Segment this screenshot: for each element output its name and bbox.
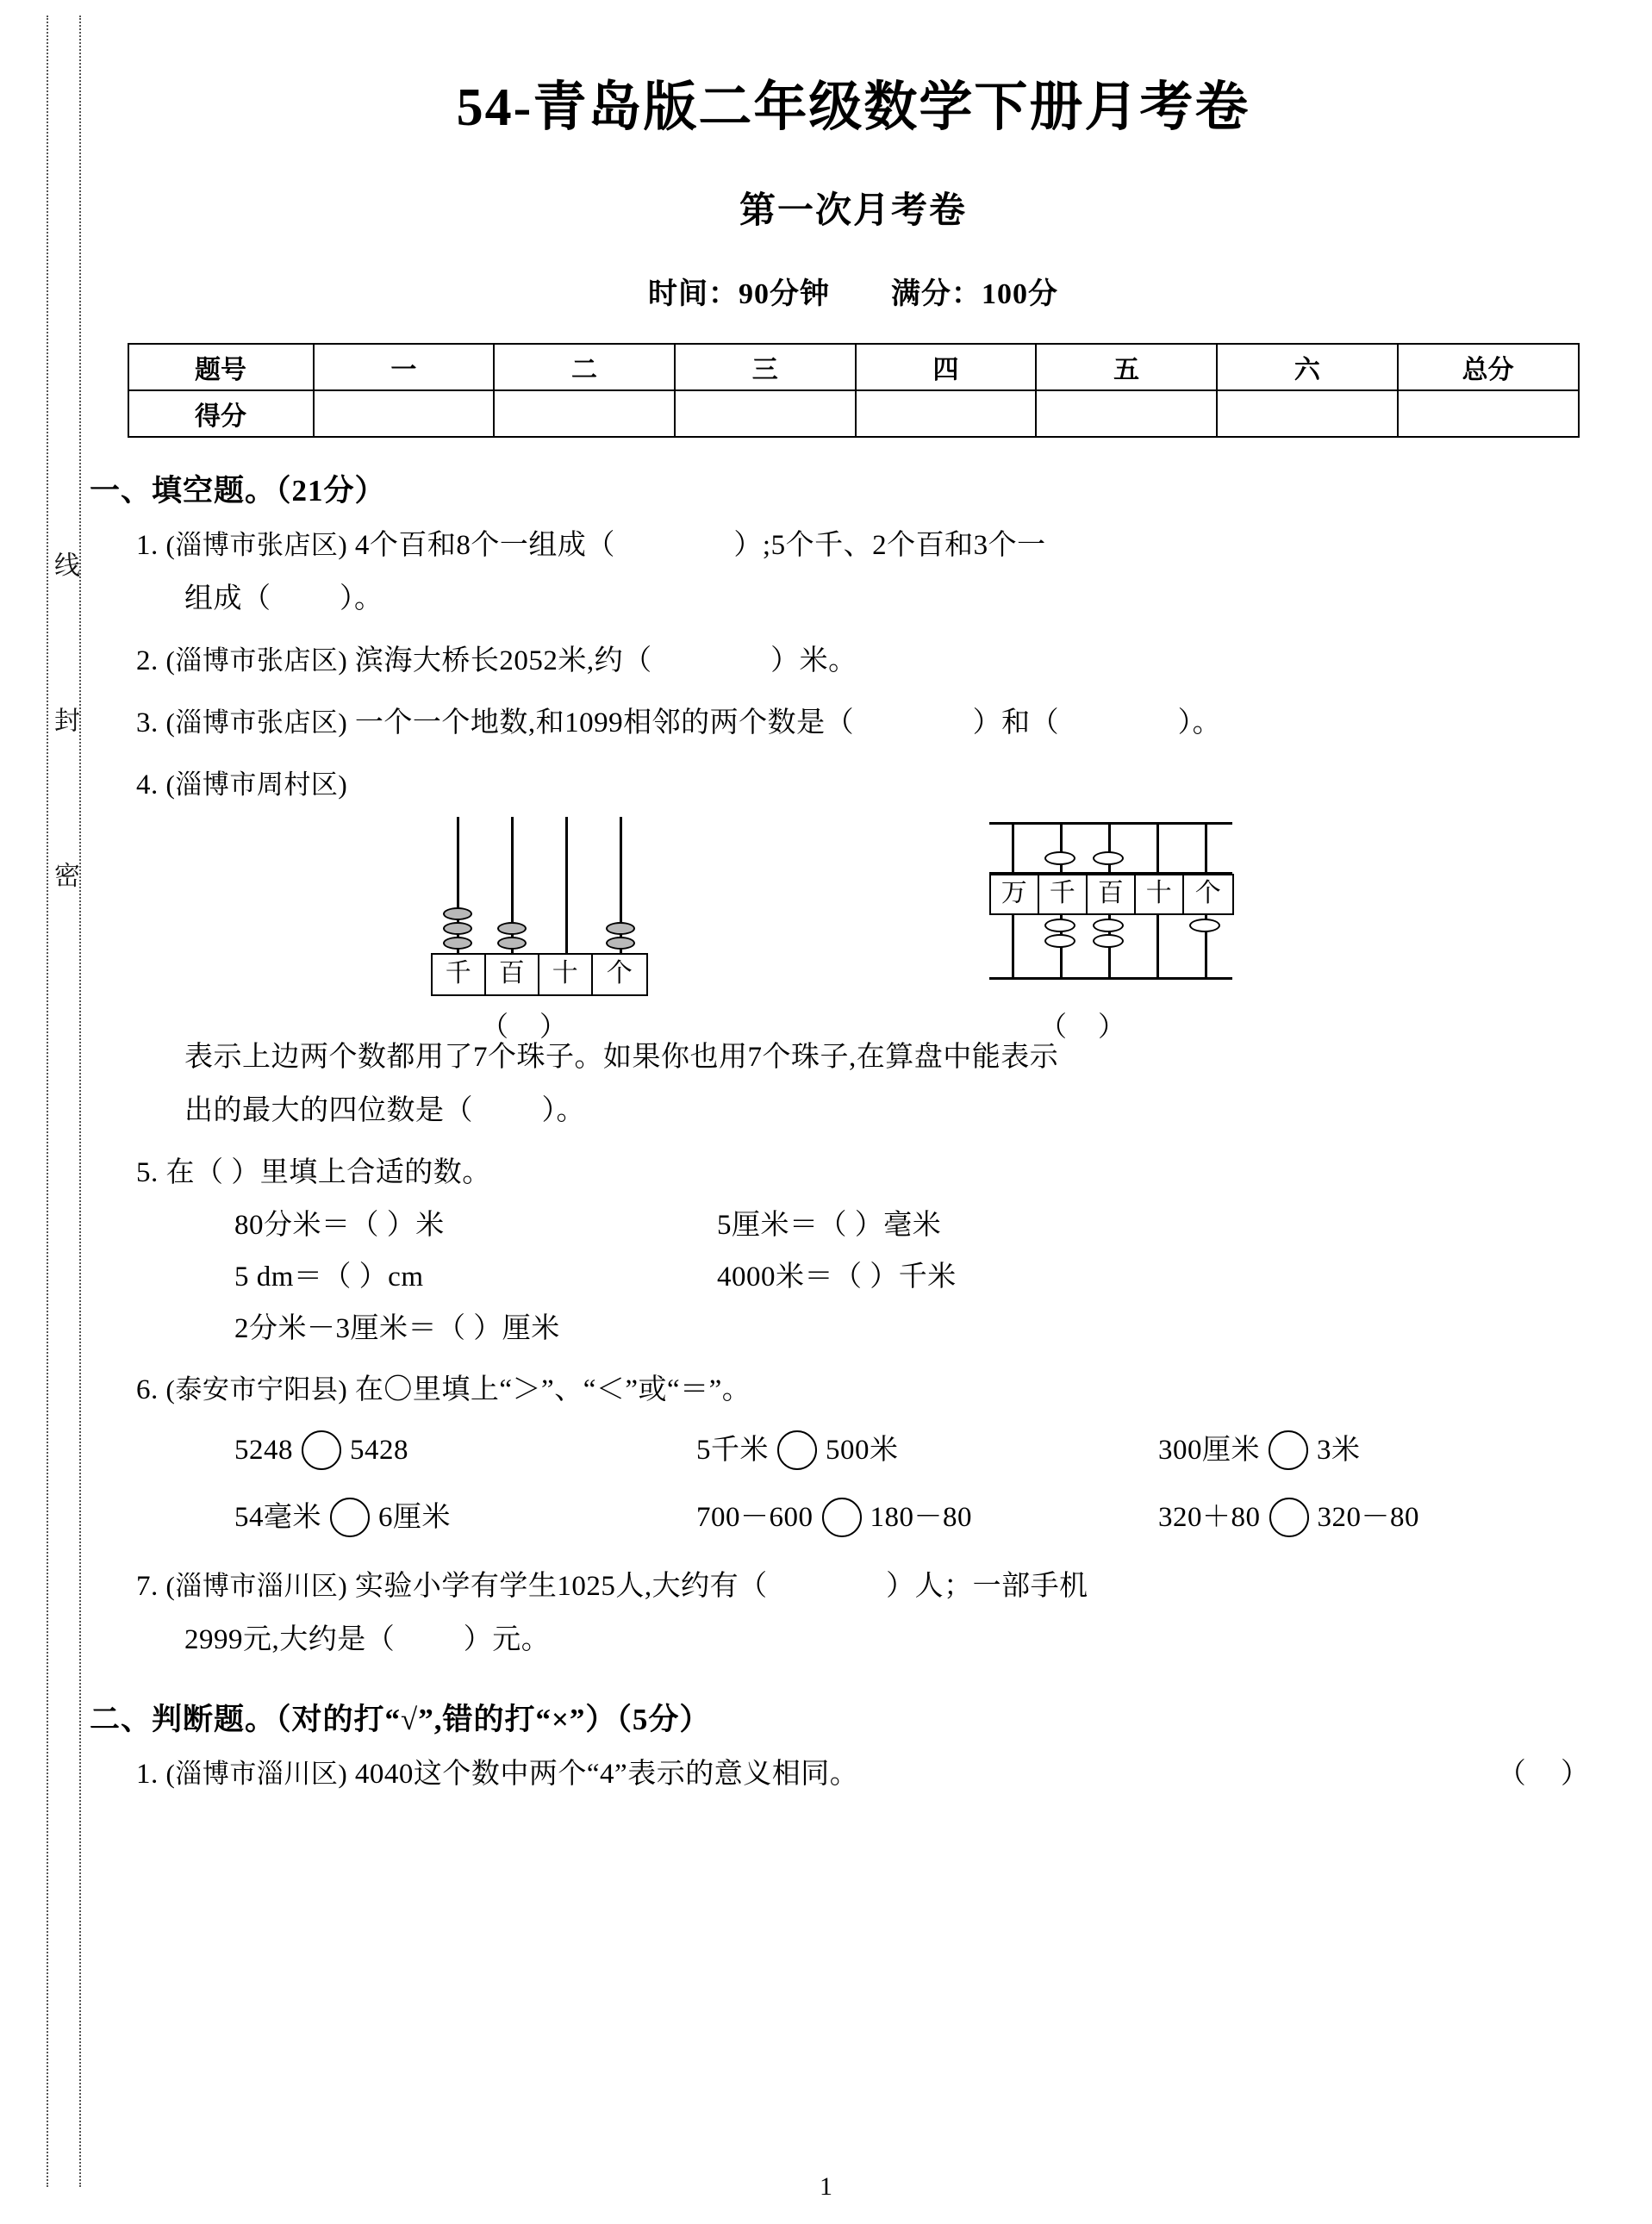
- question-text: 实验小学有学生1025人,大约有（: [354, 1571, 768, 1602]
- bead: [443, 937, 472, 950]
- score-table: [128, 343, 1580, 438]
- place-label-wan: 万: [991, 875, 1039, 913]
- question-number: 2.: [136, 645, 159, 676]
- question-1-3: [136, 696, 1620, 750]
- bead: [443, 922, 472, 935]
- score-cell-6[interactable]: [1217, 390, 1398, 437]
- unit-item[interactable]: 2分米－3厘米＝（ ）厘米: [234, 1313, 560, 1344]
- score-table-col-3: 三: [675, 344, 856, 390]
- comparison-left: 5248: [234, 1435, 293, 1466]
- unit-conversion-row: [234, 1251, 1620, 1303]
- question-text-line2: 组成（: [184, 583, 271, 614]
- question-text-3: ）。: [1177, 707, 1222, 738]
- binding-seal-chars: [45, 551, 83, 1017]
- unit-conversion-row: [234, 1303, 1620, 1355]
- question-1-5: [136, 1146, 1620, 1355]
- question-region: (淄博市张店区): [165, 707, 348, 738]
- question-number: 3.: [136, 707, 159, 738]
- question-region: (淄博市张店区): [165, 530, 348, 560]
- abacus-bead: [1044, 851, 1075, 865]
- comparison-left: 54毫米: [234, 1502, 321, 1533]
- comparison-item[interactable]: [1158, 1417, 1620, 1484]
- question-2-1: [136, 1747, 1620, 1801]
- question-number: 5.: [136, 1157, 159, 1188]
- full-score-label: 满分：100分: [891, 278, 1058, 310]
- question-text-line1: 表示上边两个数都用了7个珠子。如果你也用7个珠子,在算盘中能表示: [184, 1042, 1059, 1073]
- abacus-bead: [1093, 919, 1124, 932]
- score-cell-1[interactable]: [314, 390, 495, 437]
- question-text: 4个百和8个一组成（: [354, 530, 615, 561]
- question-number: 4.: [136, 769, 159, 801]
- question-number: 1.: [136, 530, 159, 561]
- score-cell-total[interactable]: [1398, 390, 1579, 437]
- question-number: 6.: [136, 1374, 159, 1405]
- abacus-figures: [421, 817, 1620, 1042]
- question-text-line2b: ）元。: [463, 1624, 551, 1655]
- question-text: 4040这个数中两个“4”表示的意义相同。: [354, 1759, 859, 1790]
- score-table-row-label-1: 题号: [128, 344, 314, 390]
- question-text-line2: 2999元,大约是（: [184, 1624, 396, 1655]
- score-table-col-4: 四: [856, 344, 1037, 390]
- exam-subtitle: 第一次月考卷: [739, 191, 967, 231]
- comparison-circle[interactable]: [1269, 1498, 1309, 1537]
- question-number: 1.: [136, 1759, 159, 1790]
- unit-item[interactable]: 5厘米＝（ ）毫米: [717, 1210, 942, 1241]
- table-row: [128, 390, 1579, 437]
- place-label-bai: 百: [1088, 875, 1136, 913]
- bead: [606, 937, 635, 950]
- question-1-4: [136, 758, 1620, 1137]
- question-text: 一个一个地数,和1099相邻的两个数是（: [354, 707, 855, 738]
- question-1-6: [136, 1363, 1620, 1551]
- abacus-bead: [1189, 919, 1220, 932]
- unit-item[interactable]: 80分米＝（ ）米: [234, 1210, 445, 1241]
- binding-dashed-line: [47, 16, 81, 2187]
- question-text: 滨海大桥长2052米,约（: [354, 645, 652, 676]
- question-number: 7.: [136, 1571, 159, 1602]
- comparison-circle[interactable]: [822, 1498, 862, 1537]
- comparison-item[interactable]: [234, 1417, 696, 1484]
- comparison-right: 3米: [1317, 1435, 1361, 1466]
- question-1-7: [136, 1560, 1620, 1666]
- question-text-2: ）人；一部手机: [886, 1571, 1088, 1602]
- place-label-shi: 十: [1136, 875, 1184, 913]
- abacus-bead: [1044, 934, 1075, 948]
- bead: [497, 937, 527, 950]
- comparison-left: 5千米: [696, 1435, 769, 1466]
- unit-item[interactable]: 4000米＝（ ）千米: [717, 1262, 957, 1293]
- bead: [443, 907, 472, 920]
- question-text: 在（ ）里填上合适的数。: [165, 1157, 491, 1188]
- question-text-2: ）和（: [972, 707, 1060, 738]
- abacus-bead: [1044, 919, 1075, 932]
- binding-char-1: 线: [50, 551, 78, 577]
- comparison-circle[interactable]: [302, 1430, 341, 1470]
- abacus-bead: [1093, 851, 1124, 865]
- question-text-line2b: ）。: [541, 1095, 585, 1126]
- place-value-label-box: [989, 874, 1234, 915]
- comparison-left: 320＋80: [1158, 1502, 1261, 1533]
- score-cell-2[interactable]: [494, 390, 675, 437]
- table-row: [128, 344, 1579, 390]
- abacus-bead: [1093, 934, 1124, 948]
- comparison-item[interactable]: [234, 1484, 696, 1551]
- time-label: 时间：90分钟: [648, 278, 830, 310]
- exam-meta: [86, 270, 1620, 312]
- binding-char-2: 封: [50, 707, 78, 732]
- score-table-col-5: 五: [1036, 344, 1217, 390]
- bead: [497, 922, 527, 935]
- page-title: 54-青岛版二年级数学下册月考卷: [456, 78, 1250, 137]
- section-heading-1: 一、填空题。（21分）: [90, 474, 386, 508]
- comparison-item[interactable]: [1158, 1484, 1620, 1551]
- score-table-col-2: 二: [494, 344, 675, 390]
- place-label-ge: 个: [1194, 879, 1222, 907]
- place-label-bai: 百: [486, 955, 539, 994]
- place-label-shi: 十: [539, 955, 593, 994]
- score-table-col-6: 六: [1217, 344, 1398, 390]
- page-number: 1: [820, 2172, 832, 2201]
- comparison-right: 320－80: [1317, 1502, 1419, 1533]
- comparison-right: 6厘米: [378, 1502, 451, 1533]
- comparison-circle[interactable]: [1269, 1430, 1308, 1470]
- score-cell-3[interactable]: [675, 390, 856, 437]
- comparison-right: 5428: [350, 1435, 408, 1466]
- score-table-col-1: 一: [314, 344, 495, 390]
- question-text-line2: 出的最大的四位数是（: [184, 1095, 473, 1126]
- answer-blank[interactable]: （ ）: [481, 1011, 580, 1042]
- question-1-1: [136, 519, 1620, 626]
- score-table-row-label-2: 得分: [128, 390, 314, 437]
- place-value-rods-figure: [421, 817, 705, 1042]
- question-region: (淄博市淄川区): [165, 1759, 348, 1789]
- bead: [606, 922, 635, 935]
- section-heading-2: 二、判断题。（对的打“√”,错的打“×”）（5分）: [90, 1703, 711, 1736]
- question-text: 在〇里填上“＞”、“＜”或“＝”。: [354, 1374, 751, 1405]
- comparison-circle[interactable]: [777, 1430, 817, 1470]
- question-region: (泰安市宁阳县): [165, 1374, 348, 1405]
- answer-blank[interactable]: （ ）: [1039, 1011, 1138, 1042]
- comparison-circle[interactable]: [330, 1498, 370, 1537]
- place-label-ge: 个: [606, 959, 633, 987]
- answer-blank[interactable]: （ ）: [1497, 1759, 1603, 1790]
- score-table-col-total: 总分: [1398, 344, 1579, 390]
- question-region: (淄博市张店区): [165, 645, 348, 676]
- score-cell-4[interactable]: [856, 390, 1037, 437]
- unit-item[interactable]: 5 dm＝（ ）cm: [234, 1262, 424, 1293]
- comparison-left: 300厘米: [1158, 1435, 1260, 1466]
- question-1-2: [136, 634, 1620, 688]
- comparison-row: [234, 1417, 1620, 1484]
- comparison-right: 500米: [826, 1435, 899, 1466]
- comparison-item[interactable]: [696, 1484, 1158, 1551]
- place-value-label-box: [431, 953, 648, 996]
- score-cell-5[interactable]: [1036, 390, 1217, 437]
- comparison-row: [234, 1484, 1620, 1551]
- binding-char-3: 密: [50, 862, 78, 888]
- comparison-right: 180－80: [870, 1502, 972, 1533]
- comparison-left: 700－600: [696, 1502, 814, 1533]
- question-region: (淄博市周村区): [165, 769, 348, 800]
- question-text-line2b: ）。: [340, 583, 383, 614]
- abacus-figure: [989, 817, 1274, 1042]
- place-label-qian: 千: [433, 955, 486, 994]
- comparison-item[interactable]: [696, 1417, 1158, 1484]
- unit-conversion-row: [234, 1199, 1620, 1251]
- place-label-qian: 千: [1039, 875, 1088, 913]
- question-region: (淄博市淄川区): [165, 1571, 348, 1601]
- question-text-2: ）米。: [770, 645, 857, 676]
- question-text-2: ）;5个千、2个百和3个一: [733, 530, 1046, 561]
